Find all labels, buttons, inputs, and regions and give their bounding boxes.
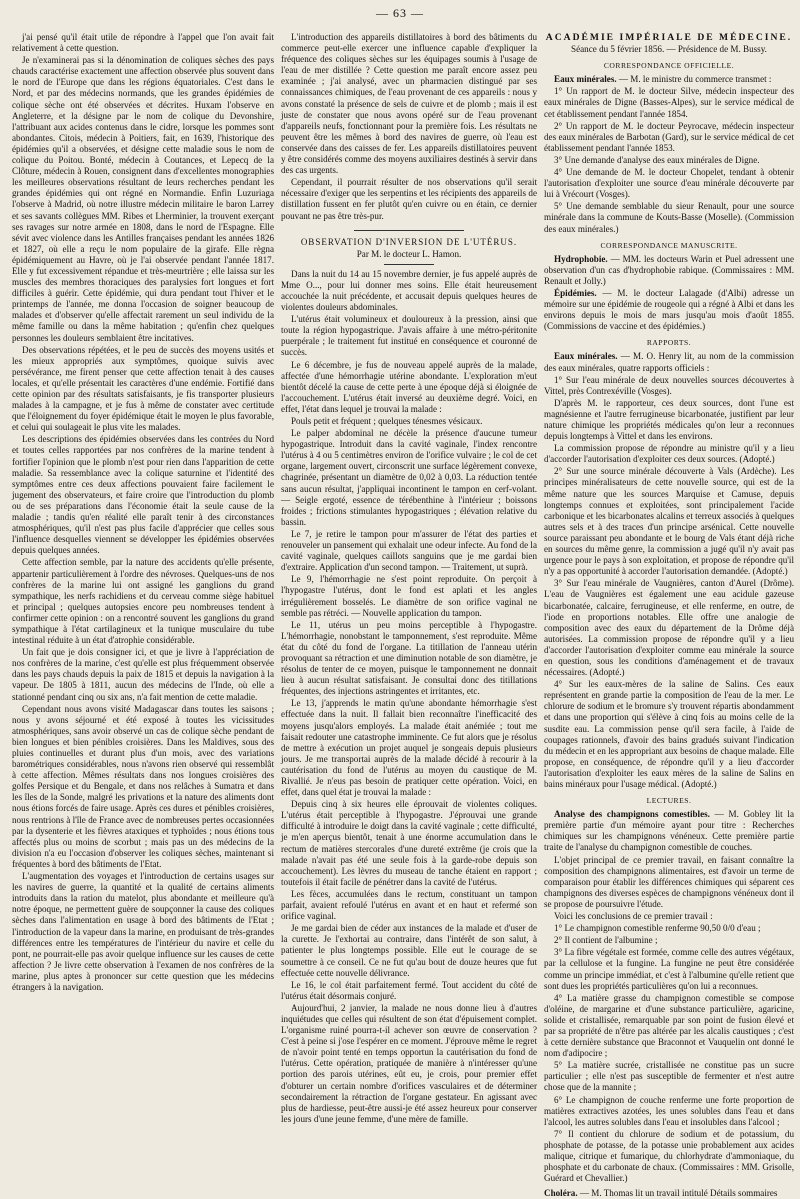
section-heading-manuscript: CORRESPONDANCE MANUSCRITE. <box>600 240 738 250</box>
paragraph-text: 6° Le champignon de couche renferme une forte proportion de matières extractives azotées, les unes solubles dans l'eau et dans l'alcool, les autres solubles dans l'eau et insolubles dans l'alcool ; <box>544 1094 794 1127</box>
paragraph: Le 13, j'apprends le matin qu'une abondante hémorrhagie s'est effectuée dans la nuit. Il fallait bien reconnaître l'inefficacité des moyens jusqu'alors employés. La malade était anémiée ; tout me faisait redouter une catastrophe imminente. Ce fut alors que je résolus de mettre à exécution un projet auquel je songeais depuis plusieurs jours. Je me transportai auprès de la malade décidé à recourir à la cautérisation du fond de l'utérus au moyen du caustique de M. Rivallié. Je n'eus pas besoin de pratiquer cette opération. Voici, en effet, dans quel état je trouvai la malade : <box>281 698 537 798</box>
paragraph <box>544 375 794 397</box>
section-divider <box>354 230 464 231</box>
paragraph-text: 2° Un rapport de M. le docteur Peyrocave, médecin inspecteur des eaux minérales de Barbotan (Gard), sur le service médical de cet établissement pendant l'année 1853. <box>544 120 794 153</box>
paragraph <box>544 935 794 946</box>
paragraph-text: La commission propose de répondre au ministre qu'il y a lieu d'accorder l'autorisation d'exploiter ces deux sources. (Adopté.) <box>544 443 794 465</box>
section-heading-readings: LECTURES. <box>646 796 692 806</box>
paragraph <box>544 398 794 442</box>
column-right <box>544 32 794 1199</box>
paragraph: Les descriptions des épidémies observées dans les contrées du Nord et toutes celles rapportées par nos confrères de la marine tendent à fortifier l'opinion que le plomb n'est pour rien dans l'apparition de cette maladie. Sa ressemblance avec la colique saturnine et l'identité des symptômes entre ces deux affections pouvaient faire facilement le jugement des observateurs, et faire croire que l'introduction du plomb ou de ses préparations dans l'économie était la seule cause de la maladie ; tandis qu'en réalité elle paraît tenir à des circonstances atmosphériques, qu'il n'est pas plus facile d'apprécier que celles sous l'influence desquelles viennent se développer les épidémies observées depuis quelques années. <box>12 434 274 556</box>
paragraph: Le palper abdominal ne décèle la présence d'aucune tumeur hypogastrique. Introduit dans la cavité vaginale, l'index rencontre l'utérus à 4 ou 5 centimètres environ de l'orifice vulvaire ; le col de cet organe, largement ouvert, circonscrit une surface légèrement convexe, chagrinée, présentant un diamètre de 0,02 à 0,03. La réduction tentée sans aucun résultat, j'appliquai incontinent le tampon en cerf-volant. — Seigle ergoté, essence de térébenthine à l'intérieur ; boissons froides ; frictions stimulantes hypogastriques ; élévation relative du bassin. <box>281 428 537 527</box>
paragraph: Cependant, il pourrait résulter de nos observations qu'il serait nécessaire d'exiger que les serpentins et les récipients des appareils de distillation fussent en fer plutôt qu'en cuivre ou en étain, ce dernier pouvant ne pas être très-pur. <box>281 177 537 221</box>
paragraph <box>544 1095 794 1128</box>
paragraph-text: 1° Sur l'eau minérale de deux nouvelles sources découvertes à Vittel, près Contrexéville (Vosges). <box>544 374 794 396</box>
paragraph <box>544 74 794 85</box>
paragraph-text: — M. Gobley lit la première partie d'un mémoire ayant pour titre : Recherches chimiques sur les champignons vénéneux. Cette première partie traite de l'analyse du champignon comestible de couches. <box>544 809 794 853</box>
academy-heading: ACADÉMIE IMPÉRIALE DE MÉDECINE. <box>545 32 793 43</box>
run-in-heading: Eaux minérales. <box>554 351 618 362</box>
paragraph <box>544 923 794 934</box>
paragraph: L'augmentation des voyages et l'introduction de certains usages sur les navires de guerre, la quantité et la qualité de certains aliments introduits dans la ration du matelot, plus abondante et meilleure qu'à notre époque, ne permettent guère de soupçonner la cause des coliques sèches dans l'alimentation en usage à bord des bâtiments de l'Etat ; l'introduction de la vapeur dans la marine, en produisant de très-grandes différences entre les températures de l'intérieur du navire et celle du pont, ne pourrait-elle pas avoir quelque influence sur les causes de cette affection ? Je livre cette observation à l'examen de nos confrères de la marine, plus aptes à prononcer sur cette question que les médecins étrangers à la navigation. <box>12 871 274 992</box>
paragraph <box>544 443 794 465</box>
paragraph <box>544 167 794 200</box>
paragraph <box>544 351 794 373</box>
section-heading-reports: RAPPORTS. <box>646 338 692 348</box>
paragraph-text: — M. le docteur Lalagade (d'Albi) adresse un mémoire sur une épidémie de rougeole qui a régné à Albi et dans les environs depuis le mois de mars jusqu'au mois d'août 1855. (Commissions de vaccine et des épidémies.) <box>544 287 794 332</box>
column-left <box>12 32 274 1152</box>
paragraph-text: — M. Thomas lit un travail intitulé Détails sommaires <box>577 1188 778 1199</box>
paragraph-text: 4° Sur les eaux-mères de la saline de Salins. Ces eaux représentent en grande partie la composition de l'eau de la mer. Le chlorure de sodium et le bromure s'y trouvent répartis abondamment et dans une proportion qui s'élève à cinq fois au moins celle de la susdite eau. La commission pense qu'il sera facile, à l'aide de coupages rationnels, d'avoir des bains gradués suivant l'indication du médecin et en les appropriant aux besoins de chaque malade. Elle propose, en conséquence, de répondre qu'il y a lieu d'accorder l'autorisation d'exploiter les eaux mères de la saline de Salins en bains minéraux pour l'usage médical. (Adopté.) <box>544 679 794 789</box>
session-line: Séance du 5 février 1856. — Présidence de M. Bussy. <box>571 44 767 55</box>
paragraph <box>544 911 794 922</box>
paragraph-text: 2° Sur une source minérale découverte à Vals (Ardèche). Les principes minéralisateurs de cette nouvelle source, qui est de la même nature que les sources Marquise et Camuse, depuis longtemps connues et exploitées, sont principalement l'acide carbonique et les bicarbonates alcalins et terreux associés à quelques autres sels et à des traces d'un principe arsénical. Cette nouvelle source paraissant peu abondante et le bourg de Vals étant déjà riche en sources du même genre, la commission a jugé qu'il n'y avait pas urgence pour le pays à son exploitation, et propose de répondre qu'il n'y a pas opportunité à accorder l'autorisation demandée. (Adopté.) <box>544 466 794 577</box>
paragraph <box>544 578 794 678</box>
run-in-heading: Hydrophobie. <box>554 253 608 264</box>
article-byline: Par M. le docteur L. Hamon. <box>356 248 462 259</box>
paragraph <box>544 466 794 577</box>
run-in-heading: Analyse des champignons comestibles. <box>554 809 710 820</box>
paragraph-text: 3° Sur l'eau minérale de Vaugnières, canton d'Aurel (Drôme). L'eau de Vaugnières est également une eau acidule gazeuse bicarbonatée, calcaire, ferrugineuse, et elle renferme, en outre, de l'iode en proportions notables. Elle offre une analogie de composition avec des eaux du département de la Drôme déjà autorisées. La commission propose de répondre qu'il y a lieu d'accorder l'autorisation d'exploiter comme eau minérale la source en question, sous les conditions d'aménagement et de travaux nécessaires. (Adopté.) <box>544 578 794 678</box>
paragraph: Le 16, le col était parfaitement fermé. Tout accident du côté de l'utérus était désormais conjuré. <box>281 979 537 1001</box>
paragraph <box>544 993 794 1060</box>
paragraph-text: 3° Une demande d'analyse des eaux minérales de Digne. <box>554 154 760 165</box>
paragraph <box>544 947 794 991</box>
paragraph: Le 7, je retire le tampon pour m'assurer de l'état des parties et renouveler un pansement qui exhalait une odeur infecte. Au fond de la cavité vaginale, quelques caillots sanguins que je me gardai bien d'extraire. Application d'un second tampon. — Traitement, ut suprà. <box>281 528 537 573</box>
paragraph <box>544 1129 794 1184</box>
paragraph <box>544 121 794 154</box>
paragraph <box>544 254 794 287</box>
paragraph: Dans la nuit du 14 au 15 novembre dernier, je fus appelé auprès de Mme O..., pour lui donner mes soins. Elle était heureusement accouchée la nuit précédente, et accusait depuis quelques heures de violentes douleurs abdominales. <box>281 268 537 313</box>
paragraph-text: Voici les conclusions de ce premier travail : <box>554 911 713 922</box>
paragraph <box>544 1188 794 1199</box>
paragraph <box>544 155 794 166</box>
paragraph: Cette affection semble, par la nature des accidents qu'elle présente, appartenir particulièrement à l'ordre des névroses. Quelques-uns de nos confrères de la marine lui ont assigné les ganglions du grand sympathique, les nerfs rachidiens et du cerveau comme siège habituel et principal ; quelques autopsies encore peu nombreuses tendent à confirmer cette opinion : on a rencontré souvent les ganglions du grand sympathique à l'état cartilagineux et la tunique musculaire du tube intestinal réduite à un état d'atrophie considérable. <box>12 557 274 646</box>
paragraph: Je n'examinerai pas si la dénomination de coliques sèches des pays chauds caractérise exactement une affection observée plus souvent dans le nord de l'Europe que dans les régions équatoriales. C'est dans le Nord, et par des médecins normands, que les grandes épidémies de colique sèche ont été observées et décrites. Huxam l'observe en Angleterre, et la désigne par le nom de colique du Devonshire, l'attribuant aux acides contenus dans le cidre, lorsque les pommes sont abondantes. Citois, médecin à Poitiers, fait, en 1639, l'historique des épidémies qu'il a observées, et désigne cette maladie sous le nom de colique du Poitou. Bonté, médecin à Coutances, et Lepecq de la Clôture, médecin à Rouen, consignent dans d'excellentes monographies les meilleures observations résultant de leurs recherches pendant les grandes épidémies qui ont régné en Normandie. Enfin Luzuriaga l'observe à Madrid, où notre illustre médecin militaire le baron Larrey et ses savants collègues MM. Ribes et Lherminier, la trouvent exerçant ses ravages sur notre armée en 1808, dans le nord de l'Espagne. Elle sévit avec violence dans les Antilles françaises pendant les années 1826 et 1827, où elle a reçu le nom populaire de la girafe. Elle règna épidémiquement au Havre, où je l'ai observée pendant l'année 1817. Elle y fut excessivement répandue et très-meurtrière ; elle laissa sur les muscles des membres thoraciques des paralysies fort longues et fort difficiles à guérir. Cette épidémie, qui dura pendant tout l'hiver et le printemps de l'année, me donna l'occasion de soigner beaucoup de malades et d'observer qu'elle affectait rarement un seul individu de la même famille ou dans la même habitation ; qu'enfin chez quelques personnes les douleurs semblaient être incitatives. <box>12 55 274 343</box>
column-middle <box>281 32 537 1152</box>
paragraph-text: 5° Une demande semblable du sieur Renault, pour une source minérale dans la commune de Kouts-Basse (Moselle). (Commission des eaux minérales.) <box>544 201 794 234</box>
paragraph: Des observations répétées, et le peu de succès des moyens usités et les mieux appropriés aux symptômes, quoique suivis avec persévérance, me firent penser que cette affection tenait à des causes locales, et qu'elle présentait les caractères d'une endémie. Fortifié dans cette opinion par des résultats satisfaisants, je fis transporter plusieurs malades à la campagne, et je fus à même de constater avec certitude que l'éloignement du foyer épidémique était le moyen le plus favorable, et celui qui soulageait le plus vite les malades. <box>12 344 274 433</box>
paragraph <box>544 86 794 119</box>
paragraph <box>544 1060 794 1093</box>
paragraph <box>544 679 794 790</box>
paragraph: Aujourd'hui, 2 janvier, la malade ne nous donne lieu à d'autres inquiétudes que celles qui résultent de son état d'épuisement complet. L'organisme ruiné pourra-t-il achever son œuvre de conservation ? C'est à peine si j'ose l'espérer en ce moment. J'éprouve même le regret de n'avoir point tenté en temps opportun la cautérisation du fond de l'utérus. Cette opération, pratiquée de manière à n'intéresser qu'une portion des parois utérines, eût eu, je crois, pour premier effet d'obturer un certain nombre d'orifices vasculaires et de déterminer secondairement la rétraction de l'organe gestateur. En agissant avec plus de hardiesse, peut-être aussi-je été assez heureux pour conserver les jours d'une jeune femme, d'une mère de famille. <box>281 1002 537 1124</box>
paragraph: L'introduction des appareils distillatoires à bord des bâtiments du commerce peut-elle exercer une influence capable d'expliquer la fréquence des coliques sèches sur les équipages soumis à l'usage de l'eau de mer distillée ? Cette question me paraît encore assez peu examinée ; j'ai analysé, avec un pharmacien distingué par ses connaissances chimiques, de l'eau provenant de ces appareils : nous y avons constaté la présence de sels de cuivre et de plomb ; mais il est juste de constater que nous avons opéré sur de l'eau provenant d'appareils neufs, fonctionnant pour la première fois. Les résultats ne peuvent être les mêmes à bord des navires de guerre, où l'eau est conservée dans des caisses de fer. Les appareils distillatoires peuvent y être considérés comme des moyens auxiliaires destinés à servir dans des cas urgents. <box>281 32 537 176</box>
paragraph: Les fèces, accumulées dans le rectum, constituant un tampon parfait, avaient refoulé l'utérus en avant et en haut et refermé son orifice vaginal. <box>281 888 537 922</box>
page-number: — 63 — <box>376 6 424 20</box>
paragraph <box>544 201 794 234</box>
section-heading-official: CORRESPONDANCE OFFICIELLE. <box>603 61 735 71</box>
run-in-heading: Eaux minérales. <box>554 74 617 85</box>
paragraph-text: 2° Il contient de l'albumine ; <box>554 935 658 946</box>
byline-divider <box>384 264 434 265</box>
paragraph: Depuis cinq à six heures elle éprouvait de violentes coliques. L'utérus était perceptible à l'hypogastre. J'éprouvai une grande difficulté à introduire le doigt dans la cavité vaginale ; cette difficulté, je m'en aperçus bientôt, tenait à une énorme accumulation dans le rectum de matières stercorales d'une dureté extrême (je crois que la malade n'avait pas été une seule fois à la garde-robe depuis son accouchement). Les lèvres du museau de tanche étaient en rapport ; toutefois il était facile de pénétrer dans la cavité de l'utérus. <box>281 799 537 887</box>
paragraph-text: D'après M. le rapporteur, ces deux sources, dont l'une est magnésienne et l'autre ferrugineuse bicarbonatée, justifient par leur nature chimique les propriétés médicales qu'on leur a reconnues depuis longtemps à Vittel et dans les environs. <box>544 397 794 442</box>
paragraph-text: L'objet principal de ce premier travail, en faisant connaître la composition des champignons alimentaires, est d'avoir un terme de comparaison pour établir les différences chimiques qui séparent ces champignons des diverses espèces de champignons vénéneux dont il se propose de poursuivre l'étude. <box>544 854 794 909</box>
paragraph: Le 9, l'hémorrhagie ne s'est point reproduite. On perçoit à l'hypogastre l'utérus, dont le fond est aplati et les angles irrégulièrement bosselés. Le diamètre de son orifice vaginal ne semble pas rétréci. — Nouvelle application du tampon. <box>281 574 537 618</box>
paragraph <box>544 809 794 853</box>
paragraph-text: 4° La matière grasse du champignon comestible se compose d'oléine, de margarine et d'une substance particulière, agaricine, solide et cristallisée, remarquable par son point de fusion élevé et par sa propriété de n'être pas altérée par les alcalis caustiques ; c'est à cette dernière substance que Braconnot et Vauquelin ont donné le nom d'adipocire ; <box>544 992 794 1059</box>
paragraph-text: — M. le ministre du commerce transmet : <box>616 74 772 85</box>
paragraph: Pouls petit et fréquent ; quelques ténesmes vésicaux. <box>291 416 483 426</box>
paragraph: j'ai pensé qu'il était utile de répondre à l'appel que l'on avait fait relativement à cette question. <box>12 32 274 54</box>
paragraph: Cependant nous avons visité Madagascar dans toutes les saisons ; nous y avons séjourné et été exposé à toutes les vicissitudes atmosphériques, sans avoir observé un cas de colique sèche pendant de bien longues et bien pénibles croisières. Dans les Maldives, sous des pluies continuelles et durant plus d'un mois, avec des variations barométriques considérables, nous n'avons rien observé qui ressemblât à cette affection. Mêmes résultats dans nos longues croisières des golfes Persique et du Bengale, et dans nos relâches à Sumatra et dans les îles de la Sonde, malgré les privations et la nature des aliments dont nous étions forcés de faire usage. Après ces dures et pénibles croisières, nous rentrions à l'île de France avec de nombreuses pertes occasionnées par la dysenterie et les fièvres ataxiques et typhoïdes ; nous étions tous affectés plus ou moins de scorbut ; mais pas un des médecins de la division n'a eu l'occasion d'observer les coliques sèches, maintenant si fréquentes à bord des bâtiments de l'Etat. <box>12 703 274 869</box>
paragraph-text: — MM. les docteurs Warin et Puel adressent une observation d'un cas d'hydrophobie rabique. (Commissaires : MM. Renault et Jolly.) <box>544 253 794 286</box>
paragraph: Le 11, utérus un peu moins perceptible à l'hypogastre. L'hémorrhagie, nonobstant le tamponnement, s'est reproduite. Même état du côté du fond de l'organe. La titillation de l'anneau utérin provoquant sa rétraction et une diminution notable de son diamètre, je résolus de tenter de ce moyen, puisque le tamponnement ne donnait lieu à aucun résultat satisfaisant. Je consultai donc des titillations fréquentes, des injections astringentes et irritantes, etc. <box>281 619 537 697</box>
paragraph-text: 1° Le champignon comestible renferme 90,50 0/0 d'eau ; <box>554 923 761 934</box>
paragraph-text: — M. O. Henry lit, au nom de la commission des eaux minérales, quatre rapports officiels : <box>544 351 794 373</box>
paragraph-text: 1° Un rapport de M. le docteur Silve, médecin inspecteur des eaux minérales de Digne (Basses-Alpes), sur le service médical de cet établissement pendant l'année 1854. <box>544 86 794 119</box>
paragraph: Je me gardai bien de céder aux instances de la malade et d'user de la curette. Je l'exhortai au contraire, dans l'intérêt de son salut, à patienter le plus longtemps possible. Elle eut le courage de se soumettre à ce conseil. Ce ne fut qu'au bout de douze heures que fut effectuée cette nouvelle délivrance. <box>281 923 537 978</box>
run-in-heading: Choléra. <box>544 1188 578 1199</box>
paragraph: Le 6 décembre, je fus de nouveau appelé auprès de la malade, affectée d'une hémorrhagie utérine abondante. L'exploration m'eut bientôt décelé la cause de cette perte à une époque déjà si éloignée de l'accouchement. L'utérus était inversé au deuxième degré. Voici, en effet, l'état dans lequel je trouvai la malade : <box>281 359 537 414</box>
paragraph <box>544 855 794 910</box>
paragraph: Un fait que je dois consigner ici, et que je livre à l'appréciation de nos confrères de la marine, c'est qu'elle est plus fréquemment observée dans les pays chauds depuis la paix de 1815 et depuis la navigation à la vapeur. De 1805 à 1811, aucun des médecins de l'Inde, où elle a stationné pendant cinq ou six ans, n'a fait mention de cette maladie. <box>12 647 274 702</box>
run-in-heading: Épidémies. <box>554 287 597 298</box>
article-title: OBSERVATION D'INVERSION DE L'UTÉRUS. <box>300 236 518 247</box>
paragraph-text: 3° La fibre végétale est formée, comme celle des autres végétaux, par la cellulose et la fungine. La fungine ne peut être considérée comme un principe immédiat, et c'est à l'albumine qu'elle retient que sont dues les propriétés particulières qu'on lui a reconnues. <box>544 947 794 991</box>
paragraph <box>544 288 794 332</box>
paragraph-text: 4° Une demande de M. le docteur Chopelet, tendant à obtenir l'autorisation d'exploiter une source d'eau minérale découverte par lui à Vrécourt (Vosges). <box>544 167 794 200</box>
paragraph-text: 5° La matière sucrée, cristallisée ne constitue pas un sucre particulier ; elle n'est pas susceptible de fermenter et n'est autre chose que de la mannite ; <box>544 1060 794 1093</box>
paragraph-text: 7° Il contient du chlorure de sodium et de potassium, du phosphate de potasse, de la potasse unie probablement aux acides malique, citrique et fumarique, du chlorhydrate d'ammoniaque, du phosphate et du carbonate de chaux. (Commissaires : MM. Grisolle, Guérard et Chevallier.) <box>544 1128 794 1184</box>
paragraph: L'utérus était volumineux et douloureux à la pression, ainsi que toute la région hypogastrique. J'avais affaire à une métro-péritonite puerpérale ; le traitement fut institué en conséquence et couronné de succès. <box>281 314 537 358</box>
